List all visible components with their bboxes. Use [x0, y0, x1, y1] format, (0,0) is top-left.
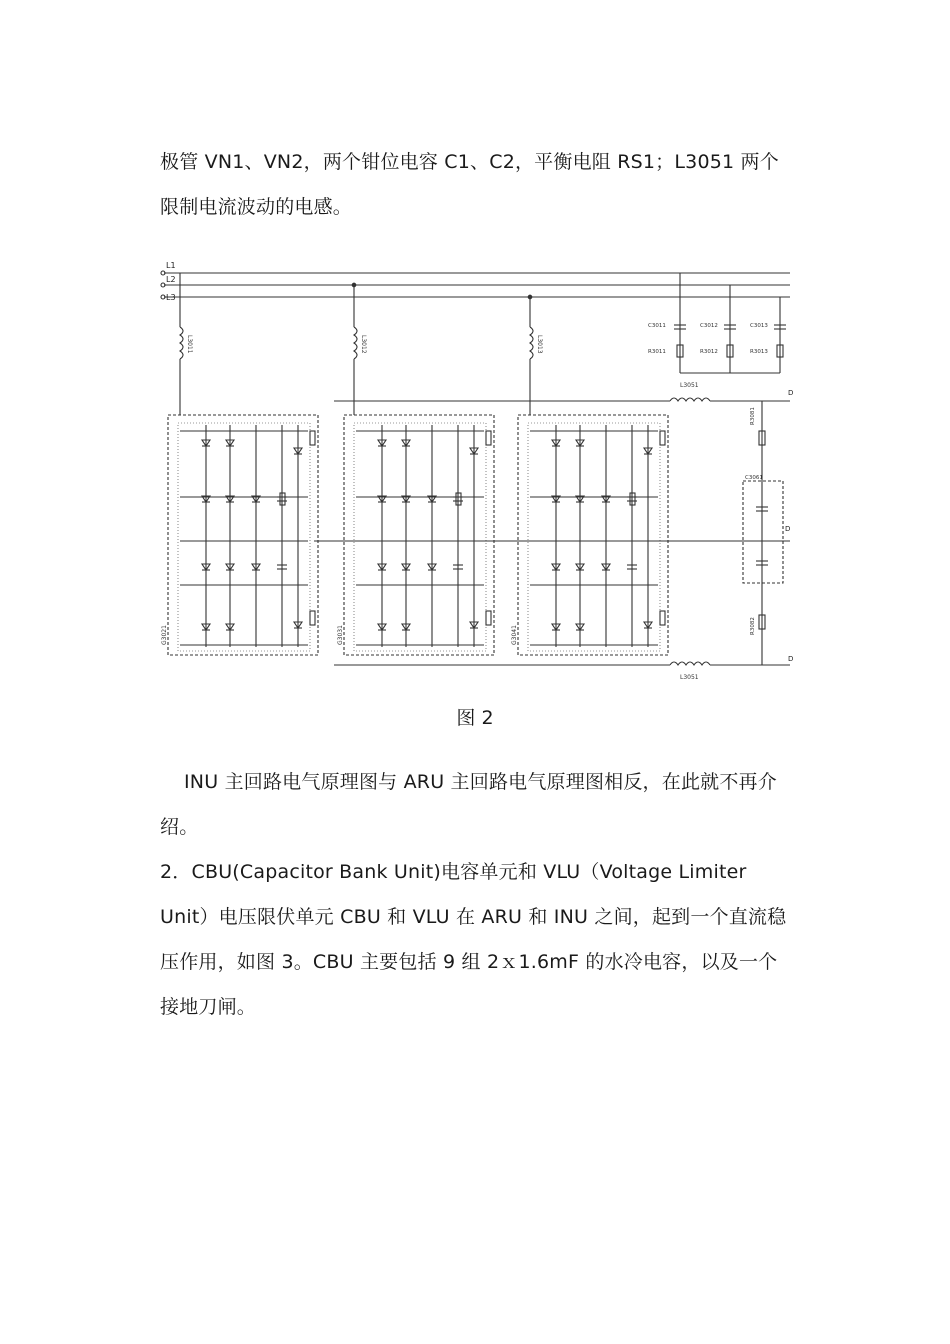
paragraph2-line1: INU 主回路电气原理图与 ARU 主回路电气原理图相反，在此就不再介	[184, 771, 777, 793]
inductor-l3051-top	[670, 398, 710, 401]
paragraph1-line1: 极管 VN1、VN2，两个钳位电容 C1、C2，平衡电阻 RS1；L3051 两个	[160, 151, 779, 173]
rc-filter	[674, 273, 786, 373]
label-l3012: L3012	[360, 335, 367, 354]
label-l3013: L3013	[536, 335, 543, 354]
label-r3013: R3013	[750, 349, 768, 355]
inductor-l3051-bottom	[670, 662, 710, 665]
paragraph3-line4: 接地刀闸。	[160, 996, 257, 1018]
label-l3011: L3011	[186, 335, 193, 354]
paragraph3-line3: 压作用，如图 3。CBU 主要包括 9 组 2ｘ1.6mF 的水冷电容，以及一个	[160, 951, 778, 973]
label-l1: L1	[166, 261, 176, 270]
label-g3031: G3031	[337, 625, 344, 645]
label-g3021: G3021	[161, 625, 168, 645]
paragraph3-line2: Unit）电压限伏单元 CBU 和 VLU 在 ARU 和 INU 之间，起到一个直流稳	[160, 906, 787, 928]
label-l3051-bottom: L3051	[680, 674, 699, 681]
label-c3011: C3011	[648, 323, 666, 329]
label-l2: L2	[166, 275, 176, 284]
inductor-l3011	[180, 327, 183, 415]
paragraph2-line2: 绍。	[160, 816, 199, 838]
label-r3011: R3011	[648, 349, 666, 355]
converter-module	[518, 415, 668, 655]
label-d-bot: D	[788, 655, 794, 663]
paragraph1-line2: 限制电流波动的电感。	[160, 196, 353, 218]
label-l3051-top: L3051	[680, 382, 699, 389]
label-l3: L3	[166, 293, 176, 302]
converter-module	[168, 415, 318, 655]
label-c3061: C3061	[745, 475, 763, 481]
label-d-mid: D	[785, 525, 791, 533]
label-r3012: R3012	[700, 349, 718, 355]
label-r3082: R3082	[750, 617, 756, 635]
label-c3013: C3013	[750, 323, 768, 329]
label-g3041: G3041	[511, 625, 518, 645]
label-c3012: C3012	[700, 323, 718, 329]
label-d-top: D	[788, 389, 794, 397]
inductor-l3012	[354, 327, 357, 415]
dc-link-right	[743, 401, 783, 665]
circuit-diagram	[158, 255, 792, 680]
paragraph3-line1: 2．CBU(Capacitor Bank Unit)电容单元和 VLU（Voltage Limiter	[160, 861, 747, 883]
inductor-l3013	[530, 327, 533, 415]
converter-module	[344, 415, 494, 655]
figure-caption: 图 2	[456, 707, 494, 729]
label-r3081: R3081	[750, 407, 756, 425]
